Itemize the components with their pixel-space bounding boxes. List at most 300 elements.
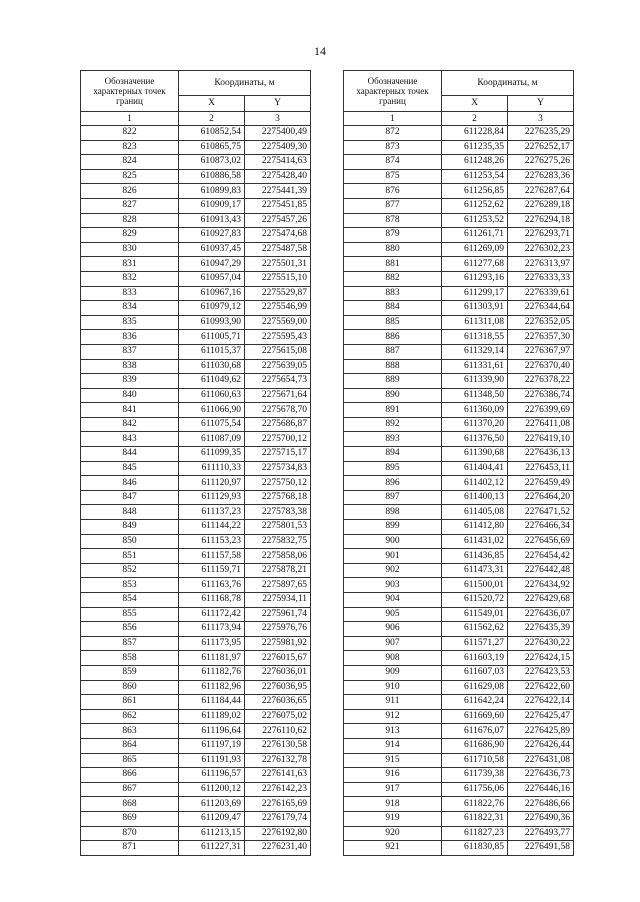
point-id-cell: 837 xyxy=(81,344,179,359)
y-coordinate-cell: 2275783,38 xyxy=(245,505,311,520)
x-coordinate-cell: 610957,04 xyxy=(179,271,245,286)
header-point-name: Обозначение характерных точек границ xyxy=(344,71,442,112)
table-row xyxy=(344,826,574,841)
point-id-cell: 919 xyxy=(344,811,442,826)
table-row xyxy=(81,198,311,213)
point-id-cell: 856 xyxy=(81,622,179,637)
table-row xyxy=(81,549,311,564)
y-coordinate-cell: 2275400,49 xyxy=(245,126,311,141)
x-coordinate-cell: 611473,31 xyxy=(442,563,508,578)
point-id-cell: 878 xyxy=(344,213,442,228)
table-row xyxy=(344,490,574,505)
table-row xyxy=(81,330,311,345)
header-coordinates: Координаты, м xyxy=(442,71,574,96)
x-coordinate-cell: 611256,85 xyxy=(442,184,508,199)
x-coordinate-cell: 611227,31 xyxy=(179,841,245,856)
table-row xyxy=(344,198,574,213)
x-coordinate-cell: 611196,57 xyxy=(179,768,245,783)
table-row xyxy=(344,622,574,637)
point-id-cell: 884 xyxy=(344,301,442,316)
x-coordinate-cell: 611197,19 xyxy=(179,738,245,753)
y-coordinate-cell: 2276142,23 xyxy=(245,782,311,797)
point-id-cell: 908 xyxy=(344,651,442,666)
point-id-cell: 859 xyxy=(81,665,179,680)
y-coordinate-cell: 2275441,39 xyxy=(245,184,311,199)
point-id-cell: 826 xyxy=(81,184,179,199)
y-coordinate-cell: 2276357,30 xyxy=(508,330,574,345)
point-id-cell: 850 xyxy=(81,534,179,549)
table-row xyxy=(344,461,574,476)
header-index-3: 3 xyxy=(508,112,574,126)
x-coordinate-cell: 610993,90 xyxy=(179,315,245,330)
y-coordinate-cell: 2276302,23 xyxy=(508,242,574,257)
table-row xyxy=(344,578,574,593)
header-coordinates: Координаты, м xyxy=(179,71,311,96)
point-id-cell: 875 xyxy=(344,169,442,184)
table-row xyxy=(344,126,574,141)
point-id-cell: 869 xyxy=(81,811,179,826)
y-coordinate-cell: 2275715,17 xyxy=(245,447,311,462)
x-coordinate-cell: 611318,55 xyxy=(442,330,508,345)
table-row xyxy=(81,636,311,651)
x-coordinate-cell: 611253,54 xyxy=(442,169,508,184)
x-coordinate-cell: 611642,24 xyxy=(442,695,508,710)
x-coordinate-cell: 611015,37 xyxy=(179,344,245,359)
y-coordinate-cell: 2276419,10 xyxy=(508,432,574,447)
x-coordinate-cell: 611686,90 xyxy=(442,738,508,753)
point-id-cell: 871 xyxy=(81,841,179,856)
y-coordinate-cell: 2276435,39 xyxy=(508,622,574,637)
x-coordinate-cell: 611137,23 xyxy=(179,505,245,520)
table-row xyxy=(81,651,311,666)
point-id-cell: 903 xyxy=(344,578,442,593)
x-coordinate-cell: 611087,09 xyxy=(179,432,245,447)
point-id-cell: 886 xyxy=(344,330,442,345)
x-coordinate-cell: 611189,02 xyxy=(179,709,245,724)
x-coordinate-cell: 611235,35 xyxy=(442,140,508,155)
y-coordinate-cell: 2276464,20 xyxy=(508,490,574,505)
header-index-1: 1 xyxy=(81,112,179,126)
y-coordinate-cell: 2276422,60 xyxy=(508,680,574,695)
header-index-1: 1 xyxy=(344,112,442,126)
y-coordinate-cell: 2276036,95 xyxy=(245,680,311,695)
table-row xyxy=(344,242,574,257)
header-x: X xyxy=(442,95,508,111)
point-id-cell: 861 xyxy=(81,695,179,710)
x-coordinate-cell: 611303,91 xyxy=(442,301,508,316)
x-coordinate-cell: 611348,50 xyxy=(442,388,508,403)
table-row xyxy=(344,593,574,608)
table-row xyxy=(81,811,311,826)
table-row xyxy=(344,359,574,374)
point-id-cell: 901 xyxy=(344,549,442,564)
table-row xyxy=(81,344,311,359)
point-id-cell: 866 xyxy=(81,768,179,783)
x-coordinate-cell: 611159,71 xyxy=(179,563,245,578)
table-row xyxy=(81,826,311,841)
y-coordinate-cell: 2276411,08 xyxy=(508,417,574,432)
table-row xyxy=(344,155,574,170)
point-id-cell: 851 xyxy=(81,549,179,564)
x-coordinate-cell: 610886,58 xyxy=(179,169,245,184)
y-coordinate-cell: 2276110,62 xyxy=(245,724,311,739)
table-row xyxy=(81,797,311,812)
y-coordinate-cell: 2275457,26 xyxy=(245,213,311,228)
y-coordinate-cell: 2276344,64 xyxy=(508,301,574,316)
table-row xyxy=(344,213,574,228)
point-id-cell: 906 xyxy=(344,622,442,637)
x-coordinate-cell: 611168,78 xyxy=(179,593,245,608)
coordinates-table-right xyxy=(343,70,574,856)
x-coordinate-cell: 611203,69 xyxy=(179,797,245,812)
table-row xyxy=(81,374,311,389)
x-coordinate-cell: 610927,83 xyxy=(179,228,245,243)
point-id-cell: 862 xyxy=(81,709,179,724)
point-id-cell: 873 xyxy=(344,140,442,155)
y-coordinate-cell: 2275858,06 xyxy=(245,549,311,564)
y-coordinate-cell: 2276490,36 xyxy=(508,811,574,826)
x-coordinate-cell: 611120,97 xyxy=(179,476,245,491)
point-id-cell: 822 xyxy=(81,126,179,141)
table-row xyxy=(81,680,311,695)
y-coordinate-cell: 2275700,12 xyxy=(245,432,311,447)
x-coordinate-cell: 611277,68 xyxy=(442,257,508,272)
point-id-cell: 916 xyxy=(344,768,442,783)
table-row xyxy=(81,169,311,184)
point-id-cell: 913 xyxy=(344,724,442,739)
y-coordinate-cell: 2276459,49 xyxy=(508,476,574,491)
point-id-cell: 825 xyxy=(81,169,179,184)
x-coordinate-cell: 611402,12 xyxy=(442,476,508,491)
table-body-right xyxy=(344,126,574,856)
table-row xyxy=(81,578,311,593)
point-id-cell: 909 xyxy=(344,665,442,680)
x-coordinate-cell: 610865,75 xyxy=(179,140,245,155)
x-coordinate-cell: 610947,29 xyxy=(179,257,245,272)
point-id-cell: 836 xyxy=(81,330,179,345)
table-row xyxy=(344,257,574,272)
table-row xyxy=(344,447,574,462)
x-coordinate-cell: 611253,52 xyxy=(442,213,508,228)
y-coordinate-cell: 2276287,64 xyxy=(508,184,574,199)
point-id-cell: 827 xyxy=(81,198,179,213)
x-coordinate-cell: 611360,09 xyxy=(442,403,508,418)
table-row xyxy=(81,286,311,301)
table-row xyxy=(344,738,574,753)
table-row xyxy=(344,651,574,666)
point-id-cell: 845 xyxy=(81,461,179,476)
point-id-cell: 844 xyxy=(81,447,179,462)
table-row xyxy=(81,563,311,578)
y-coordinate-cell: 2276454,42 xyxy=(508,549,574,564)
y-coordinate-cell: 2276491,58 xyxy=(508,841,574,856)
point-id-cell: 910 xyxy=(344,680,442,695)
point-id-cell: 834 xyxy=(81,301,179,316)
table-row xyxy=(344,811,574,826)
point-id-cell: 891 xyxy=(344,403,442,418)
y-coordinate-cell: 2275409,30 xyxy=(245,140,311,155)
x-coordinate-cell: 611370,20 xyxy=(442,417,508,432)
x-coordinate-cell: 611066,90 xyxy=(179,403,245,418)
table-row xyxy=(81,432,311,447)
x-coordinate-cell: 611173,95 xyxy=(179,636,245,651)
table-row xyxy=(344,315,574,330)
table-row xyxy=(344,724,574,739)
table-body-left xyxy=(81,126,311,856)
table-row xyxy=(344,344,574,359)
point-id-cell: 838 xyxy=(81,359,179,374)
y-coordinate-cell: 2276426,44 xyxy=(508,738,574,753)
header-index-2: 2 xyxy=(179,112,245,126)
table-row xyxy=(344,665,574,680)
point-id-cell: 921 xyxy=(344,841,442,856)
point-id-cell: 870 xyxy=(81,826,179,841)
table-row xyxy=(81,242,311,257)
x-coordinate-cell: 611181,97 xyxy=(179,651,245,666)
table-row xyxy=(81,315,311,330)
x-coordinate-cell: 611248,26 xyxy=(442,155,508,170)
x-coordinate-cell: 611390,68 xyxy=(442,447,508,462)
point-id-cell: 848 xyxy=(81,505,179,520)
point-id-cell: 876 xyxy=(344,184,442,199)
point-id-cell: 849 xyxy=(81,520,179,535)
point-id-cell: 917 xyxy=(344,782,442,797)
header-index-2: 2 xyxy=(442,112,508,126)
x-coordinate-cell: 611060,63 xyxy=(179,388,245,403)
y-coordinate-cell: 2276179,74 xyxy=(245,811,311,826)
x-coordinate-cell: 611827,23 xyxy=(442,826,508,841)
y-coordinate-cell: 2275897,65 xyxy=(245,578,311,593)
y-coordinate-cell: 2276436,13 xyxy=(508,447,574,462)
header-y: Y xyxy=(245,95,311,111)
point-id-cell: 912 xyxy=(344,709,442,724)
x-coordinate-cell: 611005,71 xyxy=(179,330,245,345)
table-row xyxy=(81,709,311,724)
x-coordinate-cell: 611049,62 xyxy=(179,374,245,389)
y-coordinate-cell: 2276486,66 xyxy=(508,797,574,812)
table-row xyxy=(81,768,311,783)
point-id-cell: 858 xyxy=(81,651,179,666)
y-coordinate-cell: 2276378,22 xyxy=(508,374,574,389)
y-coordinate-cell: 2276275,26 xyxy=(508,155,574,170)
x-coordinate-cell: 611339,90 xyxy=(442,374,508,389)
y-coordinate-cell: 2275428,40 xyxy=(245,169,311,184)
table-row xyxy=(81,257,311,272)
y-coordinate-cell: 2275686,87 xyxy=(245,417,311,432)
point-id-cell: 867 xyxy=(81,782,179,797)
y-coordinate-cell: 2276386,74 xyxy=(508,388,574,403)
point-id-cell: 918 xyxy=(344,797,442,812)
point-id-cell: 852 xyxy=(81,563,179,578)
point-id-cell: 888 xyxy=(344,359,442,374)
table-row xyxy=(344,432,574,447)
point-id-cell: 877 xyxy=(344,198,442,213)
table-row xyxy=(81,403,311,418)
y-coordinate-cell: 2276075,02 xyxy=(245,709,311,724)
y-coordinate-cell: 2275678,70 xyxy=(245,403,311,418)
table-row xyxy=(81,126,311,141)
x-coordinate-cell: 611607,03 xyxy=(442,665,508,680)
y-coordinate-cell: 2276289,18 xyxy=(508,198,574,213)
x-coordinate-cell: 610873,02 xyxy=(179,155,245,170)
y-coordinate-cell: 2276130,58 xyxy=(245,738,311,753)
x-coordinate-cell: 611331,61 xyxy=(442,359,508,374)
x-coordinate-cell: 611520,72 xyxy=(442,593,508,608)
x-coordinate-cell: 611191,93 xyxy=(179,753,245,768)
x-coordinate-cell: 611209,47 xyxy=(179,811,245,826)
point-id-cell: 847 xyxy=(81,490,179,505)
table-row xyxy=(81,738,311,753)
y-coordinate-cell: 2276436,07 xyxy=(508,607,574,622)
y-coordinate-cell: 2275615,08 xyxy=(245,344,311,359)
x-coordinate-cell: 611030,68 xyxy=(179,359,245,374)
point-id-cell: 911 xyxy=(344,695,442,710)
x-coordinate-cell: 611756,06 xyxy=(442,782,508,797)
coordinates-table-left xyxy=(80,70,311,856)
table-row xyxy=(344,140,574,155)
x-coordinate-cell: 611099,35 xyxy=(179,447,245,462)
x-coordinate-cell: 610909,17 xyxy=(179,198,245,213)
x-coordinate-cell: 611376,50 xyxy=(442,432,508,447)
point-id-cell: 887 xyxy=(344,344,442,359)
x-coordinate-cell: 611196,64 xyxy=(179,724,245,739)
point-id-cell: 868 xyxy=(81,797,179,812)
y-coordinate-cell: 2276192,80 xyxy=(245,826,311,841)
table-row xyxy=(81,388,311,403)
point-id-cell: 853 xyxy=(81,578,179,593)
x-coordinate-cell: 610967,16 xyxy=(179,286,245,301)
x-coordinate-cell: 611431,02 xyxy=(442,534,508,549)
table-row xyxy=(81,140,311,155)
x-coordinate-cell: 611710,58 xyxy=(442,753,508,768)
x-coordinate-cell: 611157,58 xyxy=(179,549,245,564)
point-id-cell: 865 xyxy=(81,753,179,768)
point-id-cell: 843 xyxy=(81,432,179,447)
x-coordinate-cell: 611252,62 xyxy=(442,198,508,213)
point-id-cell: 829 xyxy=(81,228,179,243)
point-id-cell: 894 xyxy=(344,447,442,462)
y-coordinate-cell: 2275414,63 xyxy=(245,155,311,170)
header-y: Y xyxy=(508,95,574,111)
x-coordinate-cell: 611404,41 xyxy=(442,461,508,476)
table-row xyxy=(81,490,311,505)
point-id-cell: 896 xyxy=(344,476,442,491)
point-id-cell: 899 xyxy=(344,520,442,535)
y-coordinate-cell: 2275529,87 xyxy=(245,286,311,301)
table-row xyxy=(81,841,311,856)
x-coordinate-cell: 611436,85 xyxy=(442,549,508,564)
y-coordinate-cell: 2275639,05 xyxy=(245,359,311,374)
header-point-name: Обозначение характерных точек границ xyxy=(81,71,179,112)
table-row xyxy=(81,753,311,768)
point-id-cell: 880 xyxy=(344,242,442,257)
point-id-cell: 915 xyxy=(344,753,442,768)
x-coordinate-cell: 611184,44 xyxy=(179,695,245,710)
x-coordinate-cell: 611182,76 xyxy=(179,665,245,680)
table-row xyxy=(344,403,574,418)
point-id-cell: 835 xyxy=(81,315,179,330)
table-row xyxy=(344,563,574,578)
table-row xyxy=(81,228,311,243)
page-number: 14 xyxy=(314,44,326,58)
table-row xyxy=(81,301,311,316)
y-coordinate-cell: 2275501,31 xyxy=(245,257,311,272)
table-row xyxy=(81,271,311,286)
table-row xyxy=(344,797,574,812)
point-id-cell: 839 xyxy=(81,374,179,389)
y-coordinate-cell: 2275976,76 xyxy=(245,622,311,637)
y-coordinate-cell: 2275595,43 xyxy=(245,330,311,345)
y-coordinate-cell: 2276456,69 xyxy=(508,534,574,549)
y-coordinate-cell: 2276429,68 xyxy=(508,593,574,608)
x-coordinate-cell: 611405,08 xyxy=(442,505,508,520)
table-row xyxy=(344,782,574,797)
x-coordinate-cell: 611562,62 xyxy=(442,622,508,637)
x-coordinate-cell: 611299,17 xyxy=(442,286,508,301)
x-coordinate-cell: 611739,38 xyxy=(442,768,508,783)
y-coordinate-cell: 2275451,85 xyxy=(245,198,311,213)
x-coordinate-cell: 611110,33 xyxy=(179,461,245,476)
point-id-cell: 882 xyxy=(344,271,442,286)
x-coordinate-cell: 611261,71 xyxy=(442,228,508,243)
y-coordinate-cell: 2275981,92 xyxy=(245,636,311,651)
table-row xyxy=(81,665,311,680)
table-row xyxy=(344,549,574,564)
x-coordinate-cell: 610979,12 xyxy=(179,301,245,316)
y-coordinate-cell: 2276370,40 xyxy=(508,359,574,374)
header-index-3: 3 xyxy=(245,112,311,126)
y-coordinate-cell: 2276252,17 xyxy=(508,140,574,155)
x-coordinate-cell: 610913,43 xyxy=(179,213,245,228)
x-coordinate-cell: 611269,09 xyxy=(442,242,508,257)
x-coordinate-cell: 611412,80 xyxy=(442,520,508,535)
point-id-cell: 897 xyxy=(344,490,442,505)
y-coordinate-cell: 2276425,47 xyxy=(508,709,574,724)
y-coordinate-cell: 2275487,58 xyxy=(245,242,311,257)
table-row xyxy=(344,388,574,403)
point-id-cell: 840 xyxy=(81,388,179,403)
point-id-cell: 846 xyxy=(81,476,179,491)
y-coordinate-cell: 2276430,22 xyxy=(508,636,574,651)
point-id-cell: 854 xyxy=(81,593,179,608)
x-coordinate-cell: 611144,22 xyxy=(179,520,245,535)
y-coordinate-cell: 2276235,29 xyxy=(508,126,574,141)
point-id-cell: 885 xyxy=(344,315,442,330)
point-id-cell: 904 xyxy=(344,593,442,608)
table-row xyxy=(344,330,574,345)
point-id-cell: 864 xyxy=(81,738,179,753)
table-row xyxy=(344,476,574,491)
point-id-cell: 900 xyxy=(344,534,442,549)
table-row xyxy=(344,228,574,243)
y-coordinate-cell: 2276293,71 xyxy=(508,228,574,243)
y-coordinate-cell: 2276424,15 xyxy=(508,651,574,666)
table-row xyxy=(81,213,311,228)
y-coordinate-cell: 2276141,63 xyxy=(245,768,311,783)
y-coordinate-cell: 2276423,53 xyxy=(508,665,574,680)
y-coordinate-cell: 2275961,74 xyxy=(245,607,311,622)
point-id-cell: 907 xyxy=(344,636,442,651)
y-coordinate-cell: 2276425,89 xyxy=(508,724,574,739)
table-row xyxy=(81,520,311,535)
table-row xyxy=(344,636,574,651)
point-id-cell: 905 xyxy=(344,607,442,622)
y-coordinate-cell: 2276165,69 xyxy=(245,797,311,812)
y-coordinate-cell: 2276466,34 xyxy=(508,520,574,535)
y-coordinate-cell: 2276283,36 xyxy=(508,169,574,184)
y-coordinate-cell: 2275515,10 xyxy=(245,271,311,286)
table-row xyxy=(81,476,311,491)
